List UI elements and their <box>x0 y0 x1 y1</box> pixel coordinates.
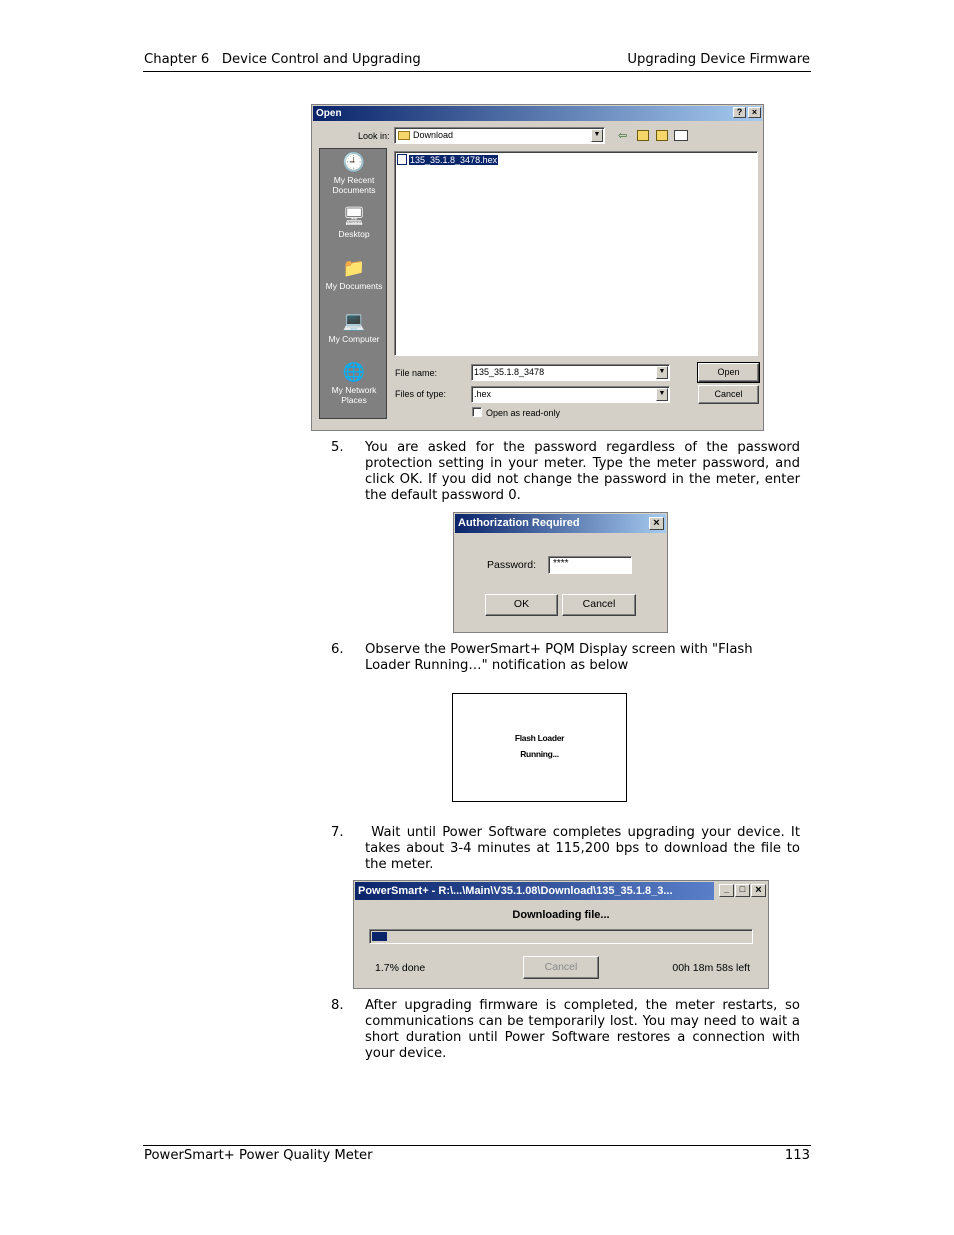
place-my-documents[interactable]: 📁 My Documents <box>325 258 383 291</box>
view-menu-icon[interactable] <box>674 130 688 141</box>
open-button[interactable]: Open <box>698 363 759 382</box>
password-input[interactable]: **** <box>548 556 632 574</box>
download-heading: Downloading file... <box>512 909 610 921</box>
cancel-button[interactable]: Cancel <box>562 594 636 616</box>
recent-documents-icon: 🕘 <box>342 152 366 172</box>
help-button[interactable]: ? <box>733 107 746 118</box>
file-list[interactable] <box>394 151 758 356</box>
page-number: 113 <box>784 1148 810 1163</box>
close-button[interactable]: × <box>649 517 664 530</box>
minimize-button[interactable]: _ <box>719 884 734 897</box>
places-bar <box>319 148 387 419</box>
ok-button[interactable]: OK <box>485 594 558 616</box>
header-rule <box>143 71 811 72</box>
download-dialog <box>353 880 769 989</box>
cancel-button[interactable]: Cancel <box>523 956 599 979</box>
folder-icon <box>398 131 410 140</box>
my-computer-icon: 💻 <box>342 311 366 331</box>
step-text: Wait until Power Software completes upgrading your device. It takes about 3-4 minutes at 115,200 bps to download the file to the meter. <box>365 825 805 872</box>
readonly-checkbox[interactable] <box>472 407 482 417</box>
password-label: Password: <box>487 559 537 571</box>
open-dialog-titlebar <box>313 106 762 121</box>
auth-title: Authorization Required <box>458 517 580 529</box>
chevron-down-icon[interactable]: ▼ <box>656 366 668 379</box>
place-my-computer[interactable]: 💻 My Computer <box>328 311 380 344</box>
step-6 <box>331 642 800 674</box>
file-list-item[interactable]: 135_35.1.8_3478.hex <box>397 154 498 166</box>
flash-loader-screen <box>452 693 627 802</box>
look-in-label: Look in: <box>358 131 390 141</box>
close-button[interactable]: × <box>751 884 766 897</box>
step-7 <box>331 825 805 873</box>
step-text: After upgrading firmware is completed, the meter restarts, so communications can be temporarily lost. You may need to wait a short duration until Power Software restores a connection with your device. <box>365 998 800 1061</box>
back-icon[interactable]: ⇦ <box>618 130 628 142</box>
progress-fill <box>372 932 387 941</box>
readonly-label: Open as read-only <box>486 408 561 418</box>
up-folder-icon[interactable] <box>637 130 649 141</box>
files-of-type-label: Files of type: <box>395 389 447 399</box>
step-text: Observe the PowerSmart+ PQM Display screen with "Flash Loader Running…" notification as below <box>365 642 753 673</box>
header-left: Chapter 6 Device Control and Upgrading <box>144 52 421 67</box>
new-folder-icon[interactable] <box>656 130 668 141</box>
chevron-down-icon[interactable]: ▼ <box>591 129 603 142</box>
desktop-icon: 🖥 <box>342 206 366 226</box>
open-dialog-title: Open <box>316 108 342 119</box>
step-5 <box>331 440 800 504</box>
footer-rule <box>143 1145 811 1146</box>
percent-done: 1.7% done <box>375 962 426 974</box>
file-name-input[interactable]: 135_35.1.8_3478 ▼ <box>471 364 670 381</box>
time-left: 00h 18m 58s left <box>672 962 750 974</box>
close-button[interactable]: × <box>748 107 761 118</box>
step-number: 5. <box>331 440 344 455</box>
file-name-label: File name: <box>395 368 438 378</box>
auth-dialog <box>453 512 668 633</box>
place-recent[interactable]: 🕘 My Recent Documents <box>332 152 376 195</box>
step-number: 8. <box>331 998 344 1013</box>
maximize-button[interactable]: □ <box>735 884 750 897</box>
step-8 <box>331 998 800 1062</box>
progress-bar <box>369 929 753 944</box>
file-icon <box>397 154 407 165</box>
place-desktop[interactable]: 🖥 Desktop <box>338 206 370 239</box>
step-text: You are asked for the password regardless of the password protection setting in your meter. Type the meter password, and click OK. If you did not change the password in the meter, enter the default password 0. <box>365 440 800 503</box>
look-in-value: Download <box>413 130 454 140</box>
network-places-icon: 🌐 <box>342 362 366 382</box>
auth-titlebar <box>455 514 666 533</box>
cancel-button[interactable]: Cancel <box>698 385 759 404</box>
flash-loader-line2: Running... <box>520 749 559 759</box>
step-number: 7. <box>331 825 344 840</box>
download-titlebar <box>355 882 714 900</box>
header-right: Upgrading Device Firmware <box>627 52 810 67</box>
footer-left: PowerSmart+ Power Quality Meter <box>144 1148 373 1163</box>
flash-loader-line1: Flash Loader <box>514 733 565 743</box>
look-in-combo[interactable] <box>394 127 605 144</box>
step-number: 6. <box>331 642 344 657</box>
place-network[interactable]: 🌐 My Network Places <box>331 362 377 405</box>
files-of-type-select[interactable]: .hex ▼ <box>471 386 670 403</box>
download-title: PowerSmart+ - R:\...\Main\V35.1.08\Download\135_35.1.8_3... <box>358 885 673 897</box>
my-documents-icon: 📁 <box>342 258 366 278</box>
open-dialog <box>311 104 764 431</box>
chevron-down-icon[interactable]: ▼ <box>656 388 668 401</box>
